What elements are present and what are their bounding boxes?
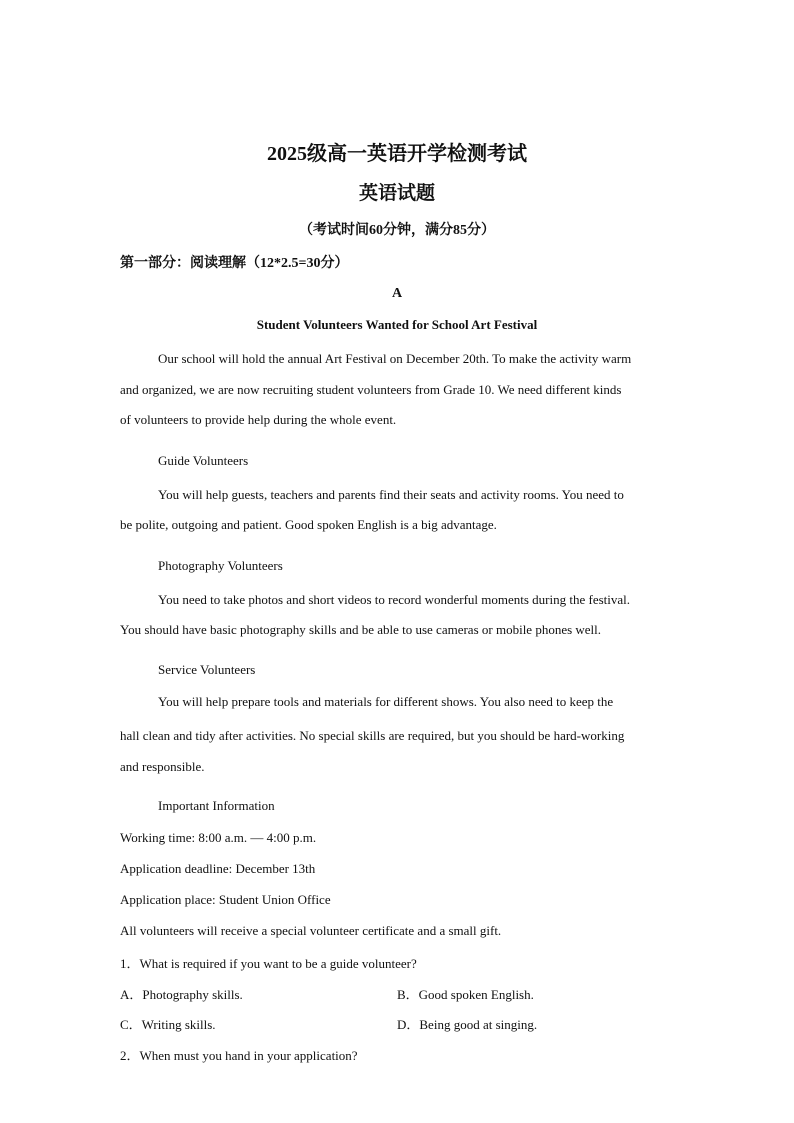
option-d: D．Being good at singing. [397, 1017, 538, 1032]
question-stem: 1．What is required if you want to be a guide volunteer? [120, 956, 417, 971]
exam-subtitle: 英语试题 [358, 183, 435, 204]
guide-heading: Guide Volunteers [158, 453, 249, 468]
guide-line: You will help guests, teachers and parents find their seats and activity rooms. You need to [158, 487, 624, 502]
option-c: C．Writing skills. [120, 1017, 216, 1032]
service-line: and responsible. [120, 759, 205, 774]
guide-line: be polite, outgoing and patient. Good spoken English is a big advantage. [120, 517, 497, 532]
certificate-note: All volunteers will receive a special volunteer certificate and a small gift. [120, 923, 502, 938]
option-a: A．Photography skills. [120, 987, 243, 1002]
option-b: B．Good spoken English. [397, 987, 534, 1002]
exam-time-score: （考试时间60分钟，满分85分） [299, 223, 495, 238]
passage-title: Student Volunteers Wanted for School Art Festival [256, 317, 538, 332]
passage-letter: A [391, 286, 403, 301]
application-place: Application place: Student Union Office [120, 892, 331, 907]
application-deadline: Application deadline: December 13th [120, 861, 316, 876]
intro-line: of volunteers to provide help during the whole event. [120, 412, 397, 427]
part-one-title: 第一部分：阅读理解（12*2.5=30分） [120, 256, 349, 271]
exam-title: 2025级高一英语开学检测考试 [267, 143, 527, 165]
photography-line: You should have basic photography skills and be able to use cameras or mobile phones well. [120, 622, 602, 637]
important-heading: Important Information [158, 798, 275, 813]
working-time: Working time: 8:00 a.m. — 4:00 p.m. [120, 830, 317, 845]
service-line: hall clean and tidy after activities. No special skills are required, but you should be hard-working [120, 728, 625, 743]
photography-line: You need to take photos and short videos to record wonderful moments during the festival. [158, 592, 631, 607]
service-line: You will help prepare tools and materials for different shows. You also need to keep the [158, 694, 614, 709]
question-stem: 2．When must you hand in your application? [120, 1048, 358, 1063]
service-heading: Service Volunteers [158, 662, 256, 677]
photography-heading: Photography Volunteers [158, 558, 283, 573]
intro-line: Our school will hold the annual Art Festival on December 20th. To make the activity warm [158, 351, 632, 366]
intro-line: and organized, we are now recruiting student volunteers from Grade 10. We need different kinds [120, 382, 622, 397]
